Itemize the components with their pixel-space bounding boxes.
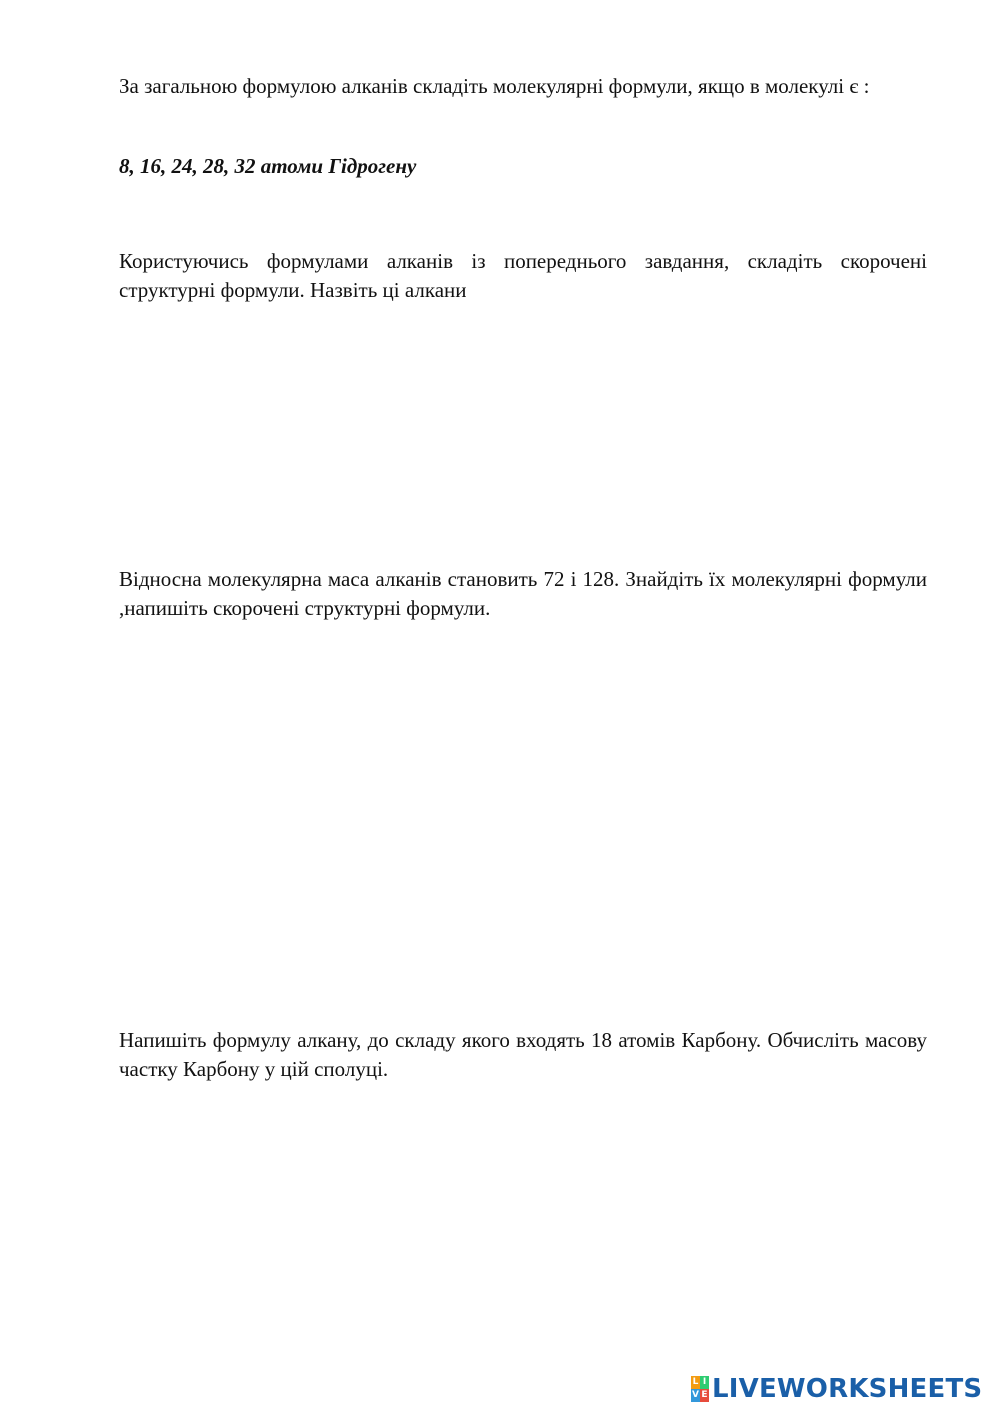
task-1-hydrogen-counts: 8, 16, 24, 28, 32 атоми Гідрогену [119,154,417,178]
task-2-text: Користуючись формулами алканів із попереднього завдання, складіть скорочені структурні формули. Назвіть ці алкани [119,249,927,302]
logo-tile-v: V [692,1390,699,1400]
liveworksheets-logo-icon [691,1376,709,1402]
logo-tile-e: E [701,1390,708,1400]
logo-tile-i: I [700,1376,709,1389]
liveworksheets-logo [691,1374,982,1404]
task-3-text: Відносна молекулярна маса алканів становить 72 і 128. Знайдіть їх молекулярні формули ,напишіть скорочені структурні формули. [119,567,927,620]
task-1-text: За загальною формулою алканів складіть молекулярні формули, якщо в молекулі є : [119,74,870,98]
liveworksheets-logo-text: LIVEWORKSHEETS [712,1374,983,1404]
logo-tile-l: L [692,1377,699,1387]
task-4-text: Напишіть формулу алкану, до складу якого входять 18 атомів Карбону. Обчисліть масову частку Карбону у цій сполуці. [119,1028,927,1081]
